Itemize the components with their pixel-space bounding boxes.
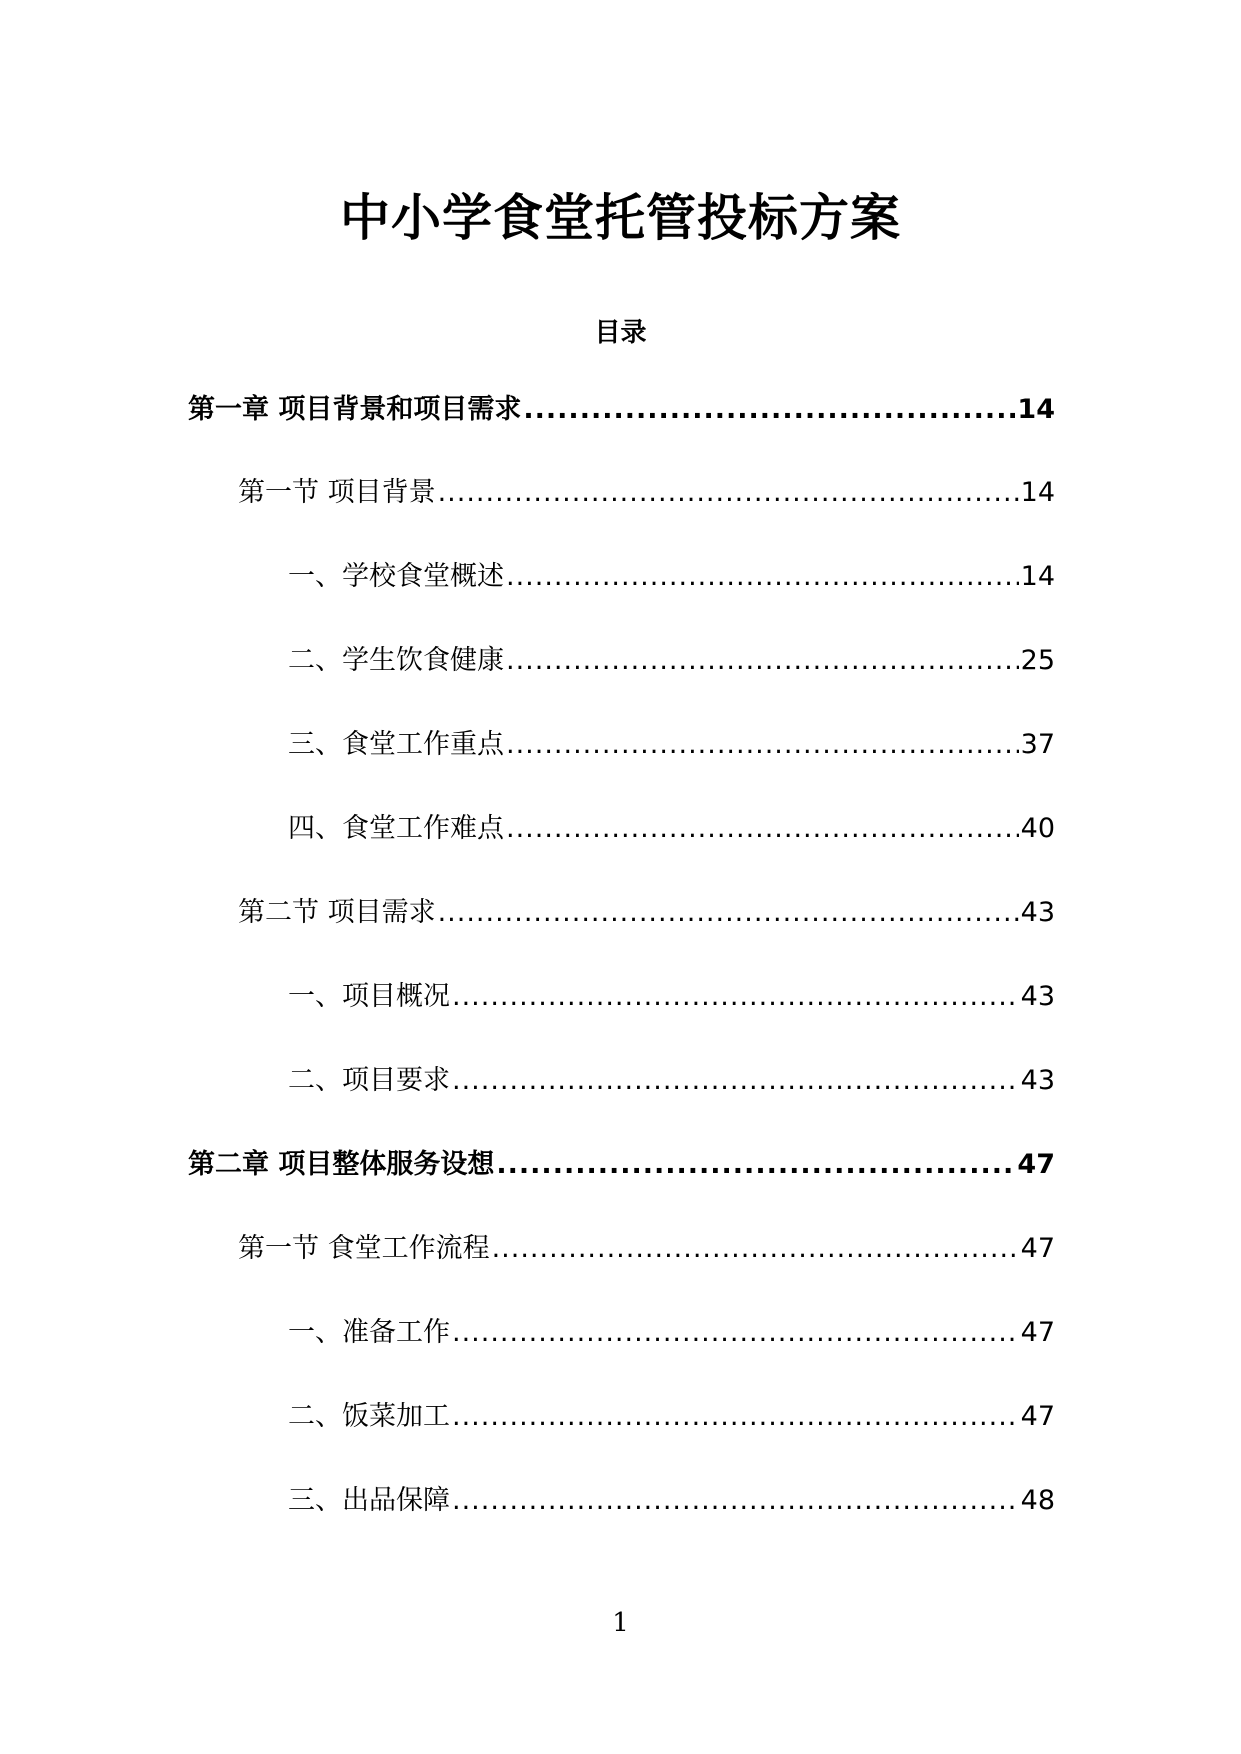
toc-dot-leader [523, 390, 1015, 430]
toc-entry-page: 40 [1020, 813, 1055, 844]
toc-entry-page: 47 [1017, 1149, 1055, 1180]
toc-entry[interactable] [188, 1145, 1055, 1185]
toc-entry[interactable] [288, 641, 1055, 681]
toc-dot-leader [452, 1481, 1019, 1521]
toc-entry-page: 14 [1017, 394, 1055, 425]
toc-entry-label: 二、饭菜加工 [288, 1401, 450, 1432]
toc-entry-page: 14 [1020, 477, 1055, 508]
toc-entry[interactable] [288, 1481, 1055, 1521]
toc-entry-label: 一、学校食堂概述 [288, 561, 504, 592]
toc-dot-leader [506, 725, 1019, 765]
toc-entry[interactable] [288, 1061, 1055, 1101]
toc-entry-label: 第一节 食堂工作流程 [238, 1233, 490, 1264]
toc-entry-label: 二、学生饮食健康 [288, 645, 504, 676]
toc-entry-page: 47 [1020, 1401, 1055, 1432]
toc-entry-label: 第二节 项目需求 [238, 897, 436, 928]
toc-dot-leader [452, 1397, 1019, 1437]
toc-entry[interactable] [288, 1313, 1055, 1353]
toc-entry-page: 47 [1020, 1317, 1055, 1348]
toc-dot-leader [506, 557, 1019, 597]
toc-entry-page: 43 [1020, 897, 1055, 928]
toc-dot-leader [496, 1145, 1015, 1185]
toc-dot-leader [452, 1313, 1019, 1353]
toc-entry-page: 43 [1020, 1065, 1055, 1096]
toc-dot-leader [438, 893, 1019, 933]
toc-entry-page: 37 [1020, 729, 1055, 760]
toc-entry[interactable] [288, 977, 1055, 1017]
toc-entry[interactable] [288, 725, 1055, 765]
toc-heading: 目录 [594, 318, 647, 348]
toc-entry-page: 25 [1020, 645, 1055, 676]
toc-dot-leader [506, 641, 1019, 681]
toc-entry-label: 三、食堂工作重点 [288, 729, 504, 760]
document-title: 中小学食堂托管投标方案 [340, 189, 901, 247]
toc-dot-leader [506, 809, 1019, 849]
toc-entry[interactable] [288, 809, 1055, 849]
page-number: 1 [612, 1608, 629, 1638]
toc-entry-label: 一、准备工作 [288, 1317, 450, 1348]
toc-dot-leader [452, 977, 1019, 1017]
toc-entry-page: 43 [1020, 981, 1055, 1012]
toc-entry-label: 二、项目要求 [288, 1065, 450, 1096]
toc-entry[interactable] [238, 1229, 1055, 1269]
toc-entry-page: 14 [1020, 561, 1055, 592]
toc-entry[interactable] [288, 557, 1055, 597]
toc-entry[interactable] [238, 473, 1055, 513]
toc-entry-label: 三、出品保障 [288, 1485, 450, 1516]
toc-entry-label: 四、食堂工作难点 [288, 813, 504, 844]
toc-entry-label: 第一章 项目背景和项目需求 [188, 394, 522, 425]
toc-entry[interactable] [288, 1397, 1055, 1437]
toc-dot-leader [492, 1229, 1019, 1269]
toc-entry[interactable] [188, 390, 1055, 430]
toc-entry-label: 第二章 项目整体服务设想 [188, 1149, 495, 1180]
toc-entry-label: 第一节 项目背景 [238, 477, 436, 508]
toc-dot-leader [438, 473, 1019, 513]
toc-entry-page: 48 [1020, 1485, 1055, 1516]
toc-entry[interactable] [238, 893, 1055, 933]
toc-entry-page: 47 [1020, 1233, 1055, 1264]
toc-dot-leader [452, 1061, 1019, 1101]
toc-entry-label: 一、项目概况 [288, 981, 450, 1012]
